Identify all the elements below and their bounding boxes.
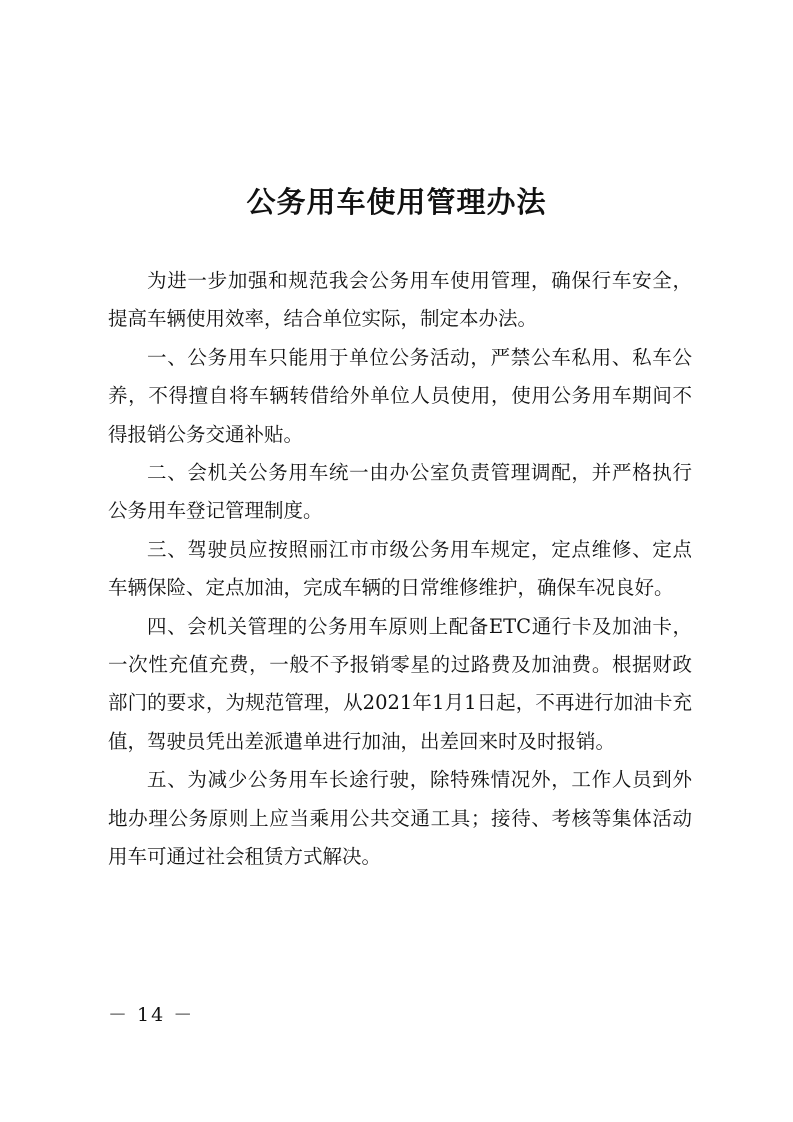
paragraph-clause-4: 四、会机关管理的公务用车原则上配备ETC通行卡及加油卡，一次性充值充费，一般不予报销零星的过路费及加油费。根据财政部门的要求，为规范管理，从2021年1月1日起，不再进行加油卡充值，驾驶员凭出差派遣单进行加油，出差回来时及时报销。	[108, 614, 692, 753]
paragraph-clause-3: 三、驾驶员应按照丽江市市级公务用车规定，定点维修、定点车辆保险、定点加油，完成车辆的日常维修维护，确保车况良好。	[108, 537, 692, 600]
paragraph-intro: 为进一步加强和规范我会公务用车使用管理，确保行车安全，提高车辆使用效率，结合单位实际，制定本办法。	[108, 269, 692, 331]
paragraph-clause-2: 二、会机关公务用车统一由办公室负责管理调配，并严格执行公务用车登记管理制度。	[108, 461, 692, 523]
document-title: 公务用车使用管理办法	[246, 185, 547, 219]
document-body	[108, 262, 692, 877]
paragraph-clause-1: 一、公务用车只能用于单位公务活动，严禁公车私用、私车公养，不得擅自将车辆转借给外单位人员使用，使用公务用车期间不得报销公务交通补贴。	[108, 345, 692, 446]
paragraph-clause-5: 五、为减少公务用车长途行驶，除特殊情况外，工作人员到外地办理公务原则上应当乘用公共交通工具；接待、考核等集体活动用车可通过社会租赁方式解决。	[108, 768, 692, 869]
page-number: － 14 －	[108, 1004, 195, 1026]
